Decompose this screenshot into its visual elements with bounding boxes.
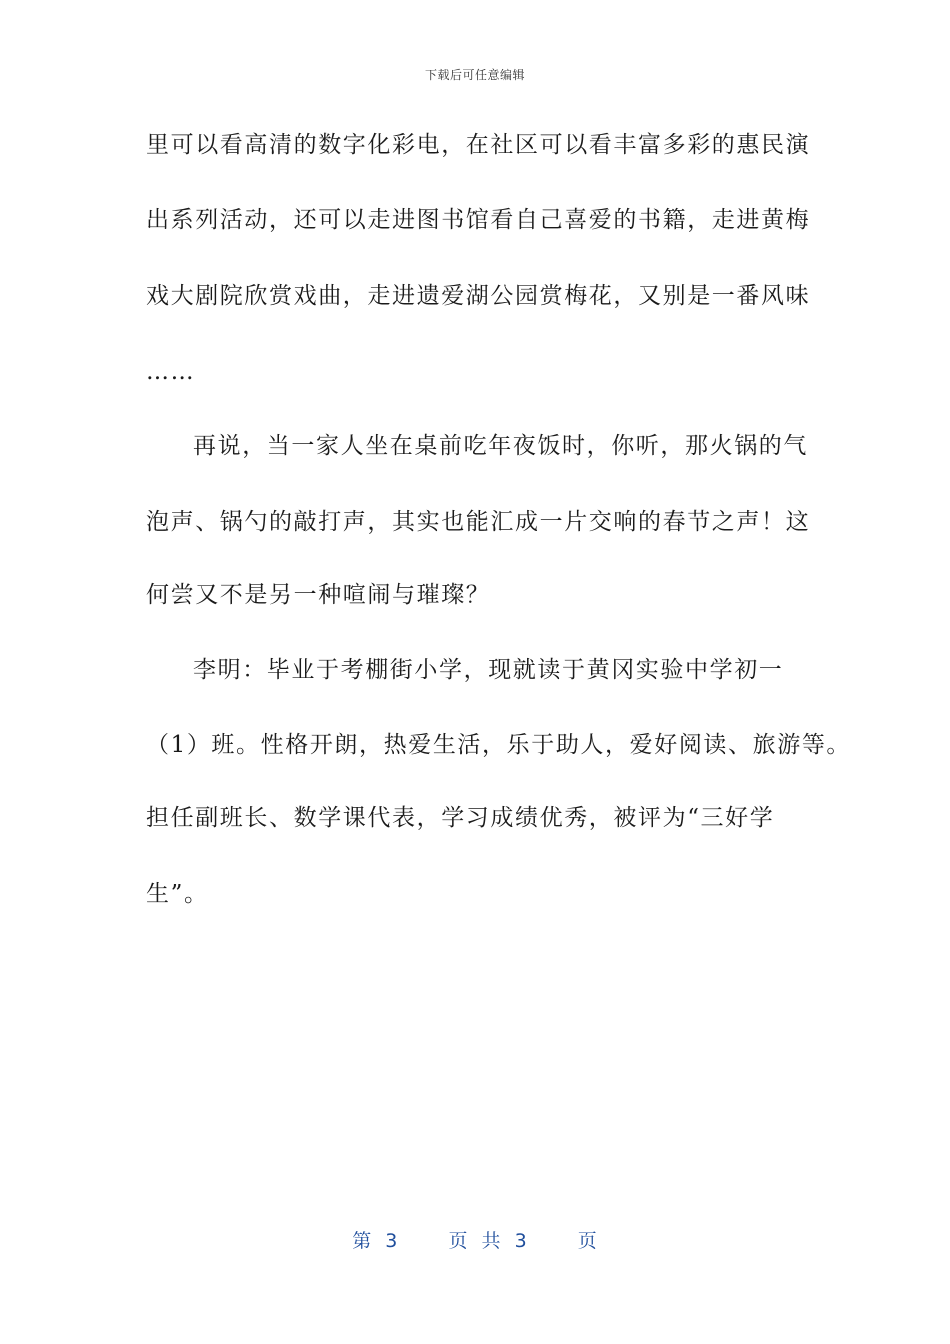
body-line: 里可以看高清的数字化彩电，在社区可以看丰富多彩的惠民演 [146, 132, 811, 158]
body-line: 何尝又不是另一种喧闹与璀璨？ [146, 582, 491, 608]
body-line: …… [146, 359, 196, 385]
body-line: 出系列活动，还可以走进图书馆看自己喜爱的书籍，走进黄梅 [146, 207, 811, 233]
page-footer [0, 1226, 950, 1253]
body-line: 生”。 [146, 881, 209, 907]
footer-total-pages: 3 [514, 1230, 528, 1252]
body-line: 担任副班长、数学课代表，学习成绩优秀，被评为“三好学 [146, 805, 775, 831]
body-line: 李明：毕业于考棚街小学，现就读于黄冈实验中学初一 [193, 657, 784, 683]
body-line: 戏大剧院欣赏戏曲，走进遗爱湖公园赏梅花，又别是一番风味 [146, 283, 811, 309]
body-line: （1）班。性格开朗，热爱生活，乐于助人，爱好阅读、旅游等。 [146, 732, 852, 758]
body-line: 泡声、锅勺的敲打声，其实也能汇成一片交响的春节之声！这 [146, 509, 811, 535]
footer-label-of: 页 共 [448, 1230, 502, 1252]
body-line: 再说，当一家人坐在桌前吃年夜饭时，你听，那火锅的气 [193, 433, 808, 459]
footer-label-end: 页 [577, 1230, 598, 1252]
footer-current-page: 3 [385, 1230, 399, 1252]
footer-label-page: 第 [352, 1230, 373, 1252]
header-note: 下载后可任意编辑 [424, 68, 525, 82]
